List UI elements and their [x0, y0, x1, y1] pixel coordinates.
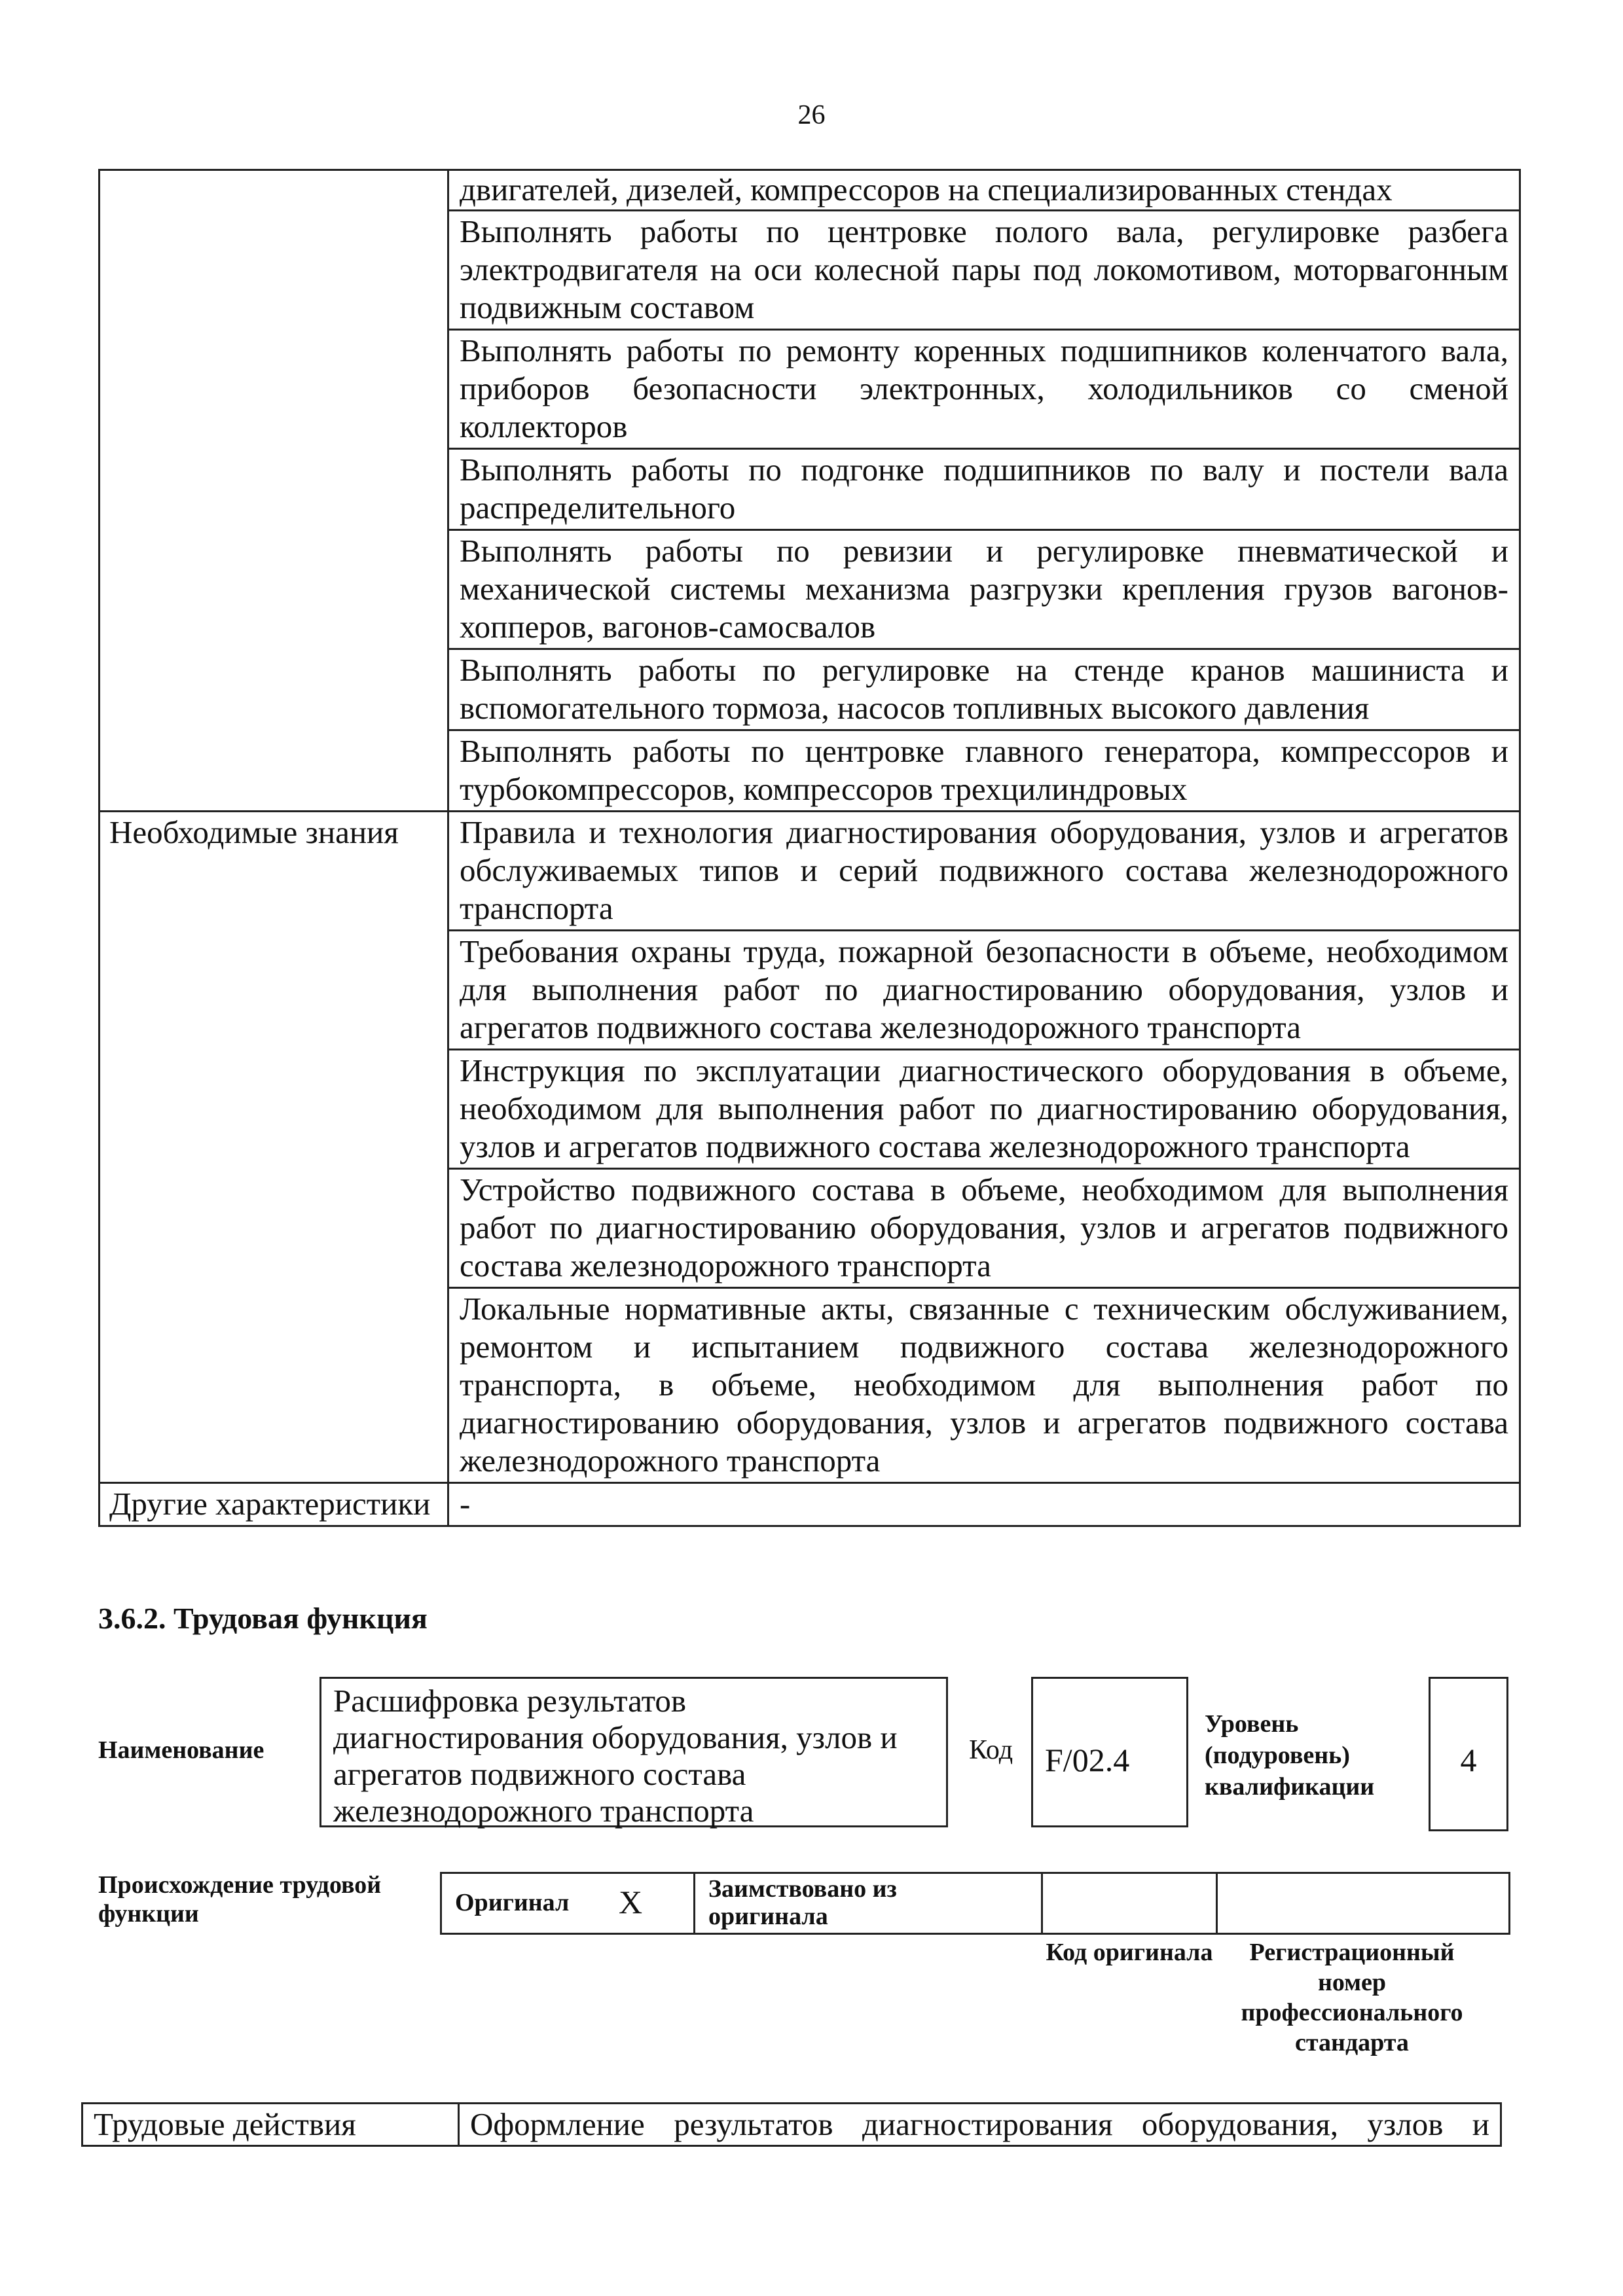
- row-label: Другие характеристики: [100, 1483, 448, 1526]
- labor-actions-table: [81, 2102, 1502, 2147]
- list-item: Выполнять работы по центровке главного генератора, компрессоров и турбокомпрессоров, компрессоров трехцилиндровых: [448, 730, 1520, 812]
- original-label: Оригинал: [455, 1889, 570, 1916]
- table-row: [100, 1483, 1520, 1526]
- level-label: Уровень (подуровень) квалификации: [1205, 1710, 1375, 1801]
- section-title: 3.6.2. Трудовая функция: [98, 1602, 428, 1635]
- borrowed-cell: [695, 1873, 1042, 1934]
- list-item: Оформление результатов диагностирования оборудования, узлов и: [459, 2104, 1501, 2146]
- function-name-box: Расшифровка результатов диагностирования оборудования, узлов и агрегатов подвижного состава железнодорожного транспорта: [319, 1677, 948, 1827]
- list-item: двигателей, дизелей, компрессоров на специализированных стендах: [448, 170, 1520, 211]
- origin-label: Происхождение трудовой функции: [98, 1871, 382, 1928]
- table-row: [441, 1873, 1510, 1934]
- row-label: Необходимые знания: [100, 812, 448, 1483]
- row-label: Трудовые действия: [82, 2104, 459, 2146]
- level-value-box: 4: [1429, 1677, 1508, 1831]
- reg-number-caption: Регистрационный номер профессионального стандарта: [1241, 1939, 1463, 2056]
- page-number: 26: [797, 100, 826, 130]
- reg-number-cell: [1217, 1873, 1510, 1934]
- list-item: Выполнять работы по ремонту коренных подшипников коленчатого вала, приборов безопасности электронных, холодильников со сменой коллекторов: [448, 330, 1520, 449]
- code-label: Код: [969, 1735, 1013, 1765]
- name-label: Наименование: [98, 1736, 264, 1764]
- borrowed-label: Заимствовано из оригинала: [708, 1875, 897, 1930]
- list-item: -: [448, 1483, 1520, 1526]
- original-code-cell: [1042, 1873, 1217, 1934]
- origin-table: [440, 1872, 1510, 1935]
- original-mark: X: [619, 1884, 643, 1920]
- list-item: Выполнять работы по центровке полого вала, регулировке разбега электродвигателя на оси колесной пары под локомотивом, моторвагонным подвижным составом: [448, 211, 1520, 330]
- list-item: Правила и технология диагностирования оборудования, узлов и агрегатов обслуживаемых типов и серий подвижного состава железнодорожного транспорта: [448, 812, 1520, 931]
- code-value-box: F/02.4: [1031, 1677, 1188, 1827]
- list-item: Выполнять работы по ревизии и регулировке пневматической и механической системы механизма разгрузки крепления грузов вагонов-хопперов, вагонов-самосвалов: [448, 530, 1520, 649]
- table-row: [100, 170, 1520, 211]
- list-item: Инструкция по эксплуатации диагностического оборудования в объеме, необходимом для выполнения работ по диагностированию оборудования, узлов и агрегатов подвижного состава железнодорожного транспорта: [448, 1050, 1520, 1169]
- requirements-table: [98, 169, 1521, 1527]
- table-row: [82, 2104, 1501, 2146]
- original-code-caption: Код оригинала: [1046, 1939, 1213, 1966]
- list-item: Требования охраны труда, пожарной безопасности в объеме, необходимом для выполнения работ по диагностированию оборудования, узлов и агрегатов подвижного состава железнодорожного транспорта: [448, 931, 1520, 1050]
- list-item: Локальные нормативные акты, связанные с техническим обслуживанием, ремонтом и испытанием подвижного состава железнодорожного транспорта, в объеме, необходимом для выполнения работ по диагностированию оборудования, узлов и агрегатов подвижного состава железнодорожного транспорта: [448, 1288, 1520, 1483]
- list-item: Устройство подвижного состава в объеме, необходимом для выполнения работ по диагностированию оборудования, узлов и агрегатов подвижного состава железнодорожного транспорта: [448, 1169, 1520, 1288]
- list-item: Выполнять работы по подгонке подшипников по валу и постели вала распределительного: [448, 449, 1520, 530]
- list-item: Выполнять работы по регулировке на стенде кранов машиниста и вспомогательного тормоза, насосов топливных высокого давления: [448, 649, 1520, 730]
- row-label: [100, 170, 448, 812]
- original-cell: [441, 1873, 695, 1934]
- table-row: [100, 812, 1520, 931]
